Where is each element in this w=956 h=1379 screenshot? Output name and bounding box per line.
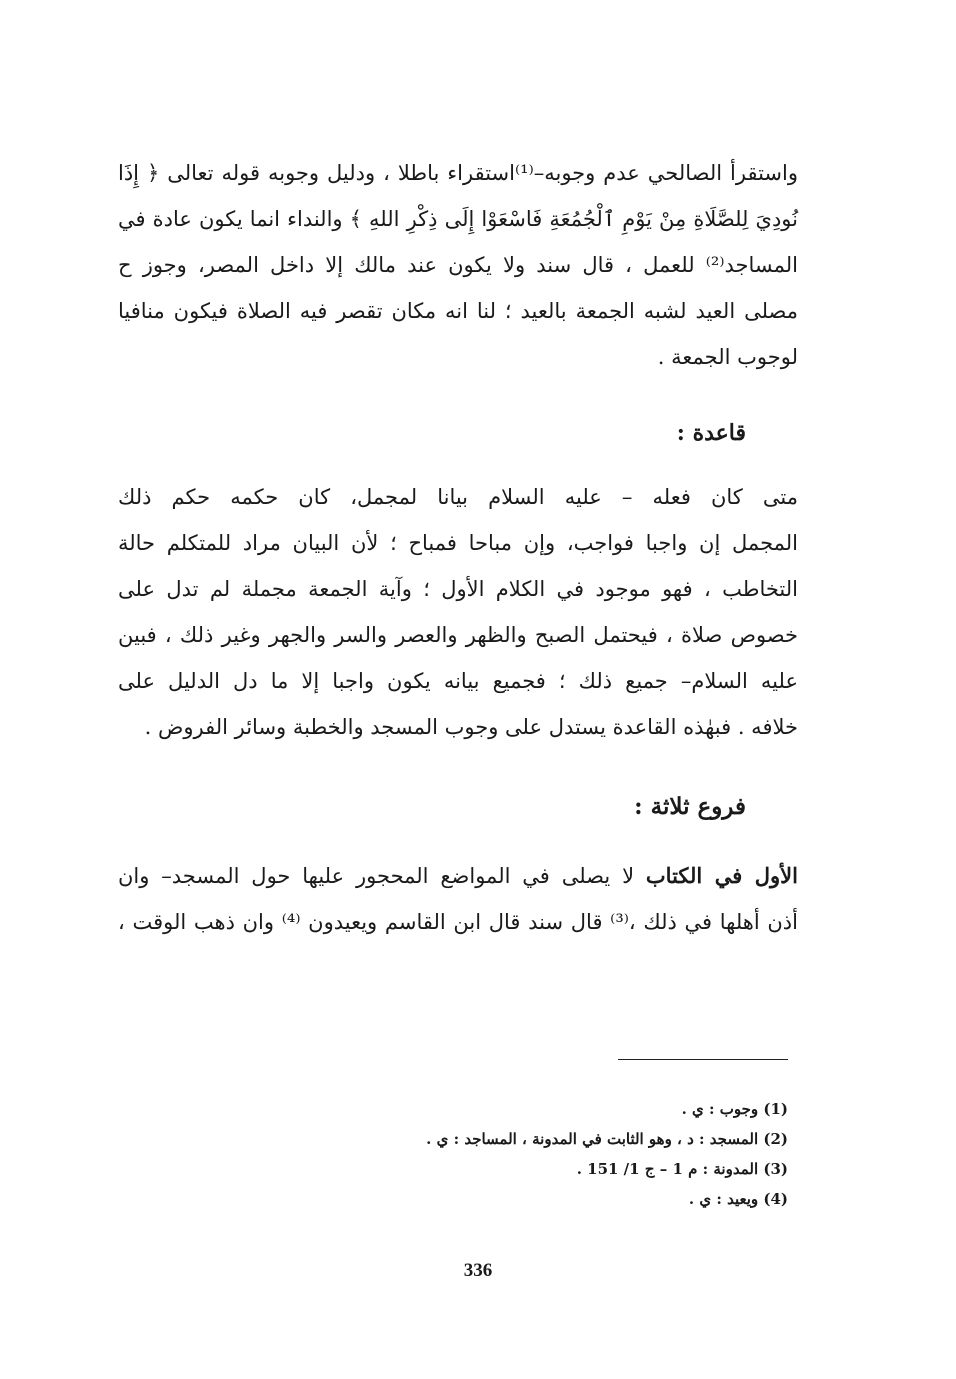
paragraph-line: عليه السلام– جميع ذلك ؛ فجميع بيانه يكون واجبا إلا ما دل الدليل على	[118, 669, 798, 693]
footnote-item: (2) المسجد : د ، وهو الثابت في المدونة ، المساجد : ي .	[426, 1130, 788, 1148]
section-heading-rule: قاعدة :	[676, 420, 746, 446]
paragraph-line: واستقرأ الصالحي عدم وجوبه–⁽¹⁾استقراء باطلا ، ودليل وجوبه قوله تعالى ﴿ إِذَا	[118, 161, 798, 185]
paragraph-line: مصلى العيد لشبه الجمعة بالعيد ؛ لنا انه مكان تقصر فيه الصلاة فيكون منافيا	[118, 299, 798, 323]
bold-lead-phrase: الأول في الكتاب	[645, 863, 798, 888]
paragraph-line: المساجد⁽²⁾ للعمل ، قال سند ولا يكون عند مالك إلا داخل المصر، وجوز ح	[118, 253, 798, 277]
paragraph-line: متى كان فعله – عليه السلام بيانا لمجمل، كان حكمه حكم ذلك	[118, 485, 798, 509]
paragraph-line: التخاطب ، فهو موجود في الكلام الأول ؛ وآية الجمعة مجملة لم تدل على	[118, 577, 798, 601]
footnote-item: (3) المدونة : م 1 – ج 1/ 151 .	[576, 1160, 788, 1178]
paragraph-line: خصوص صلاة ، فيحتمل الصبح والظهر والعصر والسر والجهر وغير ذلك ، فبين	[118, 623, 798, 647]
footnote-divider	[618, 1059, 788, 1060]
line-text: لا يصلى في المواضع المحجور عليها حول المسجد– وان	[118, 864, 646, 888]
paragraph-line: خلافه . فبهٰذه القاعدة يستدل على وجوب المسجد والخطبة وسائر الفروض .	[144, 715, 798, 739]
section-heading-branches: فروع ثلاثة :	[634, 793, 746, 820]
footnote-item: (1) وجوب : ي .	[681, 1100, 788, 1118]
page-number: 336	[463, 1260, 493, 1281]
paragraph-line: المجمل إن واجبا فواجب، وإن مباحا فمباح ؛ لأن البيان مراد للمتكلم حالة	[118, 531, 798, 555]
footnotes	[426, 1094, 788, 1214]
paragraph-line	[118, 853, 798, 899]
paragraph-3	[118, 853, 798, 945]
paragraph-line: أذن أهلها في ذلك ،⁽³⁾ قال سند قال ابن القاسم ويعيدون ⁽⁴⁾ وان ذهب الوقت ،	[118, 910, 798, 934]
footnote-item: (4) ويعيد : ي .	[688, 1190, 788, 1208]
paragraph-1	[118, 150, 798, 380]
paragraph-line: لوجوب الجمعة .	[657, 345, 798, 369]
paragraph-line: نُودِيَ لِلصَّلَاةِ مِنْ يَوْمِ ٱلْجُمُعَةِ فَاسْعَوْا إِلَى ذِكْرِ اللهِ ﴾ والنداء انما يكون عادة في	[118, 207, 798, 231]
paragraph-2	[118, 474, 798, 750]
